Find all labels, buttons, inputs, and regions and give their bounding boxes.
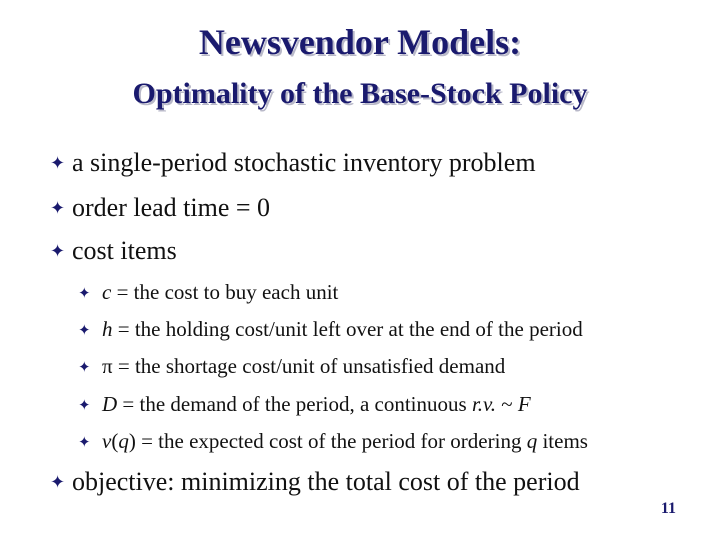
sub-bullet-desc: = the cost to buy each unit <box>111 280 339 304</box>
sub-bullet-desc-2: ~ <box>496 392 518 416</box>
symbol-D: D <box>102 392 118 416</box>
page-number: 11 <box>660 500 676 517</box>
sub-bullet-text <box>102 279 338 305</box>
bullet-star-icon: ✦ <box>50 198 66 219</box>
slide-subtitle: Optimality of the Base-Stock Policy <box>132 77 588 110</box>
bullet-star-icon: ✦ <box>78 321 91 339</box>
symbol-rv: r.v. <box>471 392 497 416</box>
sub-bullet-desc: ( <box>111 429 119 453</box>
bullet-star-icon: ✦ <box>78 433 91 451</box>
bullet-text: a single-period stochastic inventory problem <box>72 148 536 177</box>
bullet-star-icon: ✦ <box>78 396 91 414</box>
bullet-item <box>50 193 270 224</box>
bullet-text: order lead time = 0 <box>72 193 271 222</box>
sub-bullet-item <box>78 391 531 418</box>
sub-bullet-item <box>78 279 338 306</box>
symbol-pi: π <box>102 354 113 378</box>
symbol-c: c <box>102 280 112 304</box>
sub-bullet-item <box>78 428 588 455</box>
sub-bullet-text <box>102 428 588 454</box>
symbol-v: v <box>102 429 112 453</box>
bullet-star-icon: ✦ <box>78 358 91 376</box>
sub-bullet-item <box>78 316 583 343</box>
symbol-F: F <box>517 392 531 416</box>
sub-bullet-desc-3: items <box>537 429 588 453</box>
sub-bullet-desc: = the shortage cost/unit of unsatisfied demand <box>112 354 506 378</box>
sub-bullet-desc: = the demand of the period, a continuous <box>117 392 472 416</box>
sub-bullet-text <box>102 391 531 417</box>
symbol-q-2: q <box>526 429 538 453</box>
symbol-h: h <box>102 317 113 341</box>
sub-bullet-item <box>78 353 505 380</box>
bullet-star-icon: ✦ <box>50 153 66 174</box>
bullet-star-icon: ✦ <box>50 241 66 262</box>
bullet-text: cost items <box>72 236 177 265</box>
bullet-item <box>50 148 536 179</box>
bullet-item <box>50 236 177 267</box>
symbol-q: q <box>118 429 129 453</box>
bullet-star-icon: ✦ <box>50 472 66 493</box>
sub-bullet-desc-2: ) = the expected cost of the period for ordering <box>128 429 527 453</box>
bullet-item <box>50 467 580 498</box>
bullet-star-icon: ✦ <box>78 284 91 302</box>
sub-bullet-text <box>102 316 583 342</box>
sub-bullet-desc: = the holding cost/unit left over at the end of the period <box>112 317 583 341</box>
bullet-text: objective: minimizing the total cost of the period <box>72 467 580 496</box>
slide-title: Newsvendor Models: <box>198 22 522 62</box>
sub-bullet-text <box>102 353 505 379</box>
